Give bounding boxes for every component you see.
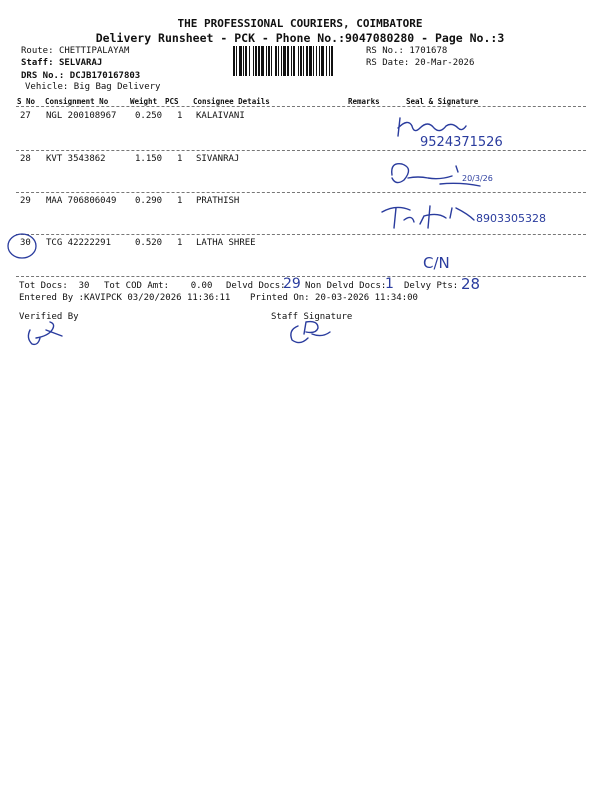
- row-consignee: PRATHISH: [196, 196, 240, 206]
- row-28-date-handwritten: 20/3/26: [462, 174, 493, 183]
- row-divider: [16, 192, 586, 193]
- non-delvd-docs-handwritten: 1: [385, 276, 394, 292]
- barcode-bar: [233, 46, 235, 76]
- table-row: [0, 154, 600, 196]
- rs-no-line: RS No.: 1701678: [366, 46, 448, 56]
- verified-signature-mark: [28, 322, 62, 344]
- row-consignment: KVT 3543862: [46, 154, 106, 164]
- barcode-bar: [316, 46, 317, 76]
- tot-cod: Tot COD Amt: 0.00: [104, 281, 213, 291]
- col-seal: Seal & Signature: [406, 97, 479, 106]
- drs-line: DRS No.: DCJB170167803: [21, 71, 141, 81]
- barcode-bar: [249, 46, 250, 76]
- barcode-bar: [283, 46, 286, 76]
- row-weight: 0.250: [135, 111, 163, 121]
- barcode-bar: [281, 46, 282, 76]
- row-weight: 0.520: [135, 238, 163, 248]
- col-consignee: Consignee Details: [193, 97, 270, 106]
- barcode-bar: [253, 46, 254, 76]
- row-30-cn-handwritten: C/N: [423, 254, 450, 272]
- col-weight: Weight: [130, 97, 158, 106]
- barcode-bar: [287, 46, 289, 76]
- row-sno: 27: [20, 111, 31, 121]
- row-divider: [16, 234, 586, 235]
- barcode-bar: [236, 46, 237, 76]
- row-divider: [16, 276, 586, 277]
- row-consignee: KALAIVANI: [196, 111, 245, 121]
- row-27-phone-handwritten: 9524371526: [420, 135, 503, 150]
- barcode-bar: [298, 46, 299, 76]
- staff-signature-mark: [291, 322, 330, 343]
- tot-docs: Tot Docs: 30: [19, 281, 90, 291]
- table-row: [0, 111, 600, 153]
- verified-by-label: Verified By: [19, 312, 79, 322]
- rs-date-value: 20-Mar-2026: [414, 58, 475, 68]
- staff-signature-label: Staff Signature: [271, 312, 353, 322]
- col-pcs: PCS: [165, 97, 179, 106]
- vehicle-line: Vehicle: Big Bag Delivery: [25, 82, 161, 92]
- vehicle-value: Big Bag Delivery: [73, 82, 161, 92]
- barcode-bar: [319, 46, 320, 76]
- row-sno: 28: [20, 154, 31, 164]
- row-consignment: NGL 200108967: [46, 111, 117, 121]
- company-title: THE PROFESSIONAL COURIERS, COIMBATORE: [177, 17, 423, 30]
- row-29-phone-handwritten: 8903305328: [476, 212, 546, 225]
- runsheet-subtitle: Delivery Runsheet - PCK - Phone No.:9047080280 - Page No.:3: [95, 31, 505, 45]
- barcode-bar: [245, 46, 247, 76]
- staff-line: Staff: SELVARAJ: [21, 58, 103, 68]
- row-sno: 30: [20, 238, 31, 248]
- row-consignee: LATHA SHREE: [196, 238, 256, 248]
- barcode-bar: [326, 46, 327, 76]
- barcode-bar: [255, 46, 257, 76]
- barcode-bar: [278, 46, 279, 76]
- entered-by: Entered By :KAVIPCK 03/20/2026 11:36:11: [19, 293, 231, 303]
- row-consignment: TCG 42222291: [46, 238, 112, 248]
- col-sno: S No: [17, 97, 36, 106]
- staff-value: SELVARAJ: [58, 58, 103, 68]
- row-consignment: MAA 706806049: [46, 196, 117, 206]
- drs-value: DCJB170167803: [69, 71, 141, 81]
- header-divider: [16, 106, 586, 107]
- barcode-bar: [293, 46, 295, 76]
- delvy-pts-label: Delvy Pts:: [404, 281, 459, 291]
- col-remarks: Remarks: [348, 97, 380, 106]
- barcode-bar: [261, 46, 264, 76]
- row-weight: 0.290: [135, 196, 163, 206]
- barcode-bar: [266, 46, 267, 76]
- row-pcs: 1: [177, 238, 183, 248]
- row-pcs: 1: [177, 196, 183, 206]
- barcode-bar: [243, 46, 244, 76]
- barcode-bar: [239, 46, 242, 76]
- row-sno: 29: [20, 196, 31, 206]
- route-line: Route: CHETTIPALAYAM: [21, 46, 130, 56]
- barcode-bar: [329, 46, 330, 76]
- rs-date-line: RS Date: 20-Mar-2026: [366, 58, 475, 68]
- barcode-bar: [321, 46, 324, 76]
- barcode-bar: [268, 46, 270, 76]
- row-weight: 1.150: [135, 154, 163, 164]
- barcode-bar: [300, 46, 302, 76]
- row-pcs: 1: [177, 111, 183, 121]
- delvd-docs-handwritten: 29: [283, 276, 301, 292]
- non-delvd-docs-label: Non Delvd Docs:: [305, 281, 387, 291]
- barcode-bar: [271, 46, 272, 76]
- row-pcs: 1: [177, 154, 183, 164]
- barcode-bar: [306, 46, 308, 76]
- printed-on: Printed On: 20-03-2026 11:34:00: [250, 293, 418, 303]
- barcode-bar: [258, 46, 260, 76]
- route-value: CHETTIPALAYAM: [58, 46, 130, 56]
- delvd-docs-label: Delvd Docs:: [226, 281, 286, 291]
- barcode-bar: [313, 46, 314, 76]
- barcode-bar: [331, 46, 333, 76]
- barcode-bar: [303, 46, 304, 76]
- delvy-pts-handwritten: 28: [461, 275, 481, 293]
- barcode-bar: [291, 46, 292, 76]
- row-consignee: SIVANRAJ: [196, 154, 240, 164]
- table-row: [0, 238, 600, 280]
- barcode-image: [233, 46, 361, 76]
- rs-no-value: 1701678: [409, 46, 448, 56]
- col-consignment: Consignment No: [45, 97, 109, 106]
- barcode-bar: [309, 46, 312, 76]
- row-divider: [16, 150, 586, 151]
- barcode-bar: [275, 46, 277, 76]
